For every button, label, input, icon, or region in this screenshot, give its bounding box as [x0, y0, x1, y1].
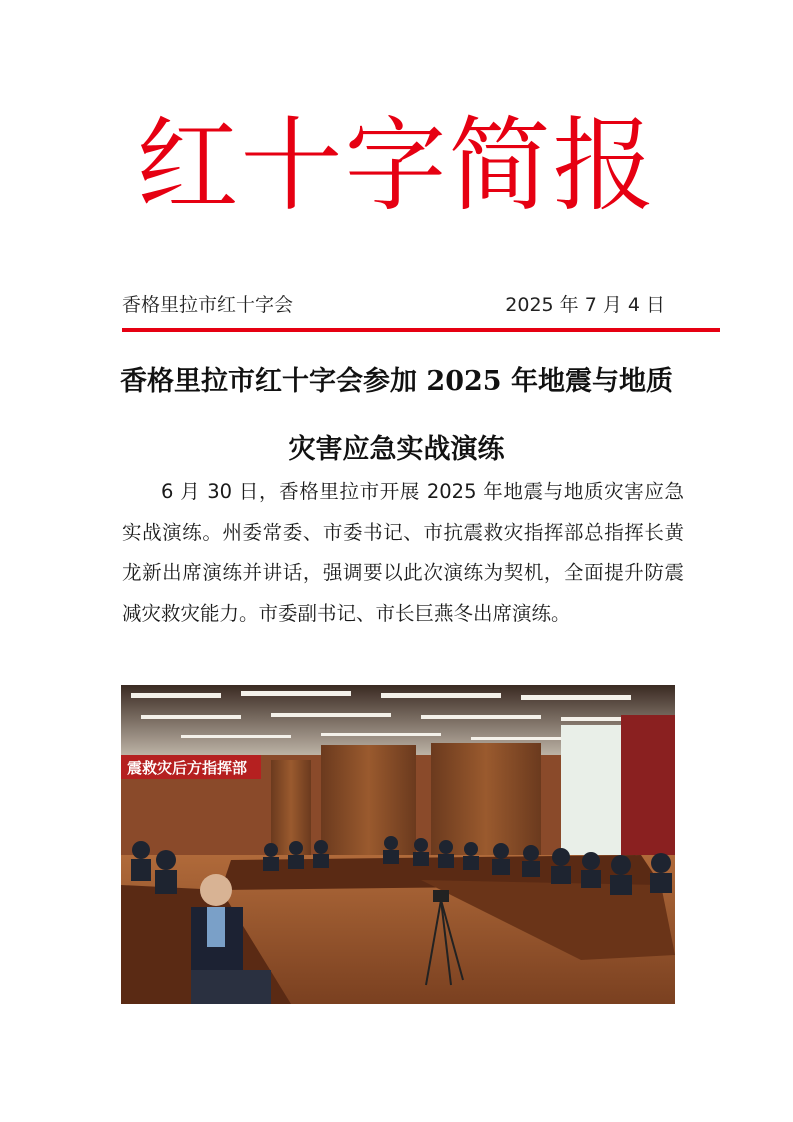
- article-headline: 香格里拉市红十字会参加 2025 年地震与地质灾害应急实战演练: [120, 366, 673, 465]
- article-paragraph: 6 月 30 日，香格里拉市开展 2025 年地震与地质灾害应急实战演练。州委常委、市委书记、市抗震救灾指挥部总指挥长黄龙新出席演练并讲话，强调要以此次演练为契机，全面提升防震减灾救灾能力。市委副书记、市长巨燕冬出席演练。: [122, 480, 684, 625]
- masthead-title: 红十字简报: [136, 107, 657, 226]
- issuing-organization: 香格里拉市红十字会: [122, 294, 294, 316]
- red-divider: [122, 328, 720, 332]
- photo-banner-text: 震救灾后方指挥部: [127, 759, 248, 777]
- meeting-photo: [121, 685, 675, 1004]
- issue-date: 2025 年 7 月 4 日: [505, 294, 665, 316]
